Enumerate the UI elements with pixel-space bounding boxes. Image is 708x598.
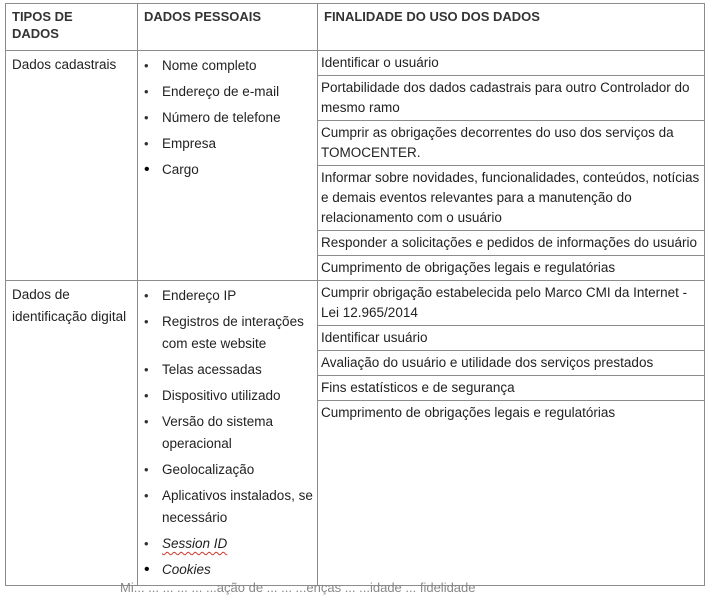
data-type-label: Dados cadastrais [12,57,117,72]
list-item: • Registros de interações com este website [142,311,313,355]
purpose-item: Cumprimento de obrigações legais e regulatórias [321,260,616,275]
header-data-types-line-1: TIPOS DE [12,9,73,24]
list-item: • Aplicativos instalados, se necessário [142,485,313,529]
purpose-item: Cumprir obrigação estabelecida pelo Marco CMI da Internet - Lei 12.965/2014 [318,281,704,326]
list-item: • Número de telefone [142,107,313,129]
personal-data-list [142,285,313,581]
session-id-text: Session ID [162,536,228,551]
purpose-item: Identificar o usuário [318,51,704,76]
personal-data-cell [138,51,318,281]
purpose-item: Identificar usuário [318,326,704,351]
header-personal-data: DADOS PESSOAIS [138,4,318,51]
purpose-cell [318,281,705,586]
list-item: • Endereço de e-mail [142,81,313,103]
list-item [142,533,313,555]
header-data-types [6,4,138,51]
data-type-cell [6,281,138,586]
purpose-item: Fins estatísticos e de segurança [318,376,704,401]
purpose-item: Informar sobre novidades, funcionalidades, conteúdos, notícias e demais eventos relevantes para a manutenção do relacionamento com o usuário [318,166,704,231]
list-item: • Cargo [142,159,313,181]
purpose-item: Portabilidade dos dados cadastrais para outro Controlador do mesmo ramo [318,76,704,121]
personal-data-cell [138,281,318,586]
purpose-item: Cumprir as obrigações decorrentes do uso dos serviços da TOMOCENTER. [318,121,704,166]
list-item: • Endereço IP [142,285,313,307]
data-type-label: identificação digital [12,309,127,324]
cookies-text: Cookies [162,562,211,577]
header-data-purpose: FINALIDADE DO USO DOS DADOS [318,4,705,51]
table-row [6,281,705,586]
purpose-item: Responder a solicitações e pedidos de informações do usuário [318,231,704,256]
header-data-types-line-2: DADOS [12,26,59,41]
purpose-item: Cumprimento de obrigações legais e regulatórias [321,405,616,420]
data-usage-table [5,3,705,586]
list-item: • Versão do sistema operacional [142,411,313,455]
list-item: • Nome completo [142,55,313,77]
purpose-item: Avaliação do usuário e utilidade dos serviços prestados [318,351,704,376]
table-header-row [6,4,705,51]
table-row [6,51,705,281]
data-type-label: Dados de [12,287,70,302]
cut-off-footer-text: Mi... ... ... ... ... ...ação de ... ... ...enças ... ...idade ... fidelidade [120,580,476,595]
list-item: • Dispositivo utilizado [142,385,313,407]
purpose-cell [318,51,705,281]
list-item: • Telas acessadas [142,359,313,381]
personal-data-list [142,55,313,181]
list-item: • Geolocalização [142,459,313,481]
list-item: • Empresa [142,133,313,155]
data-type-cell [6,51,138,281]
